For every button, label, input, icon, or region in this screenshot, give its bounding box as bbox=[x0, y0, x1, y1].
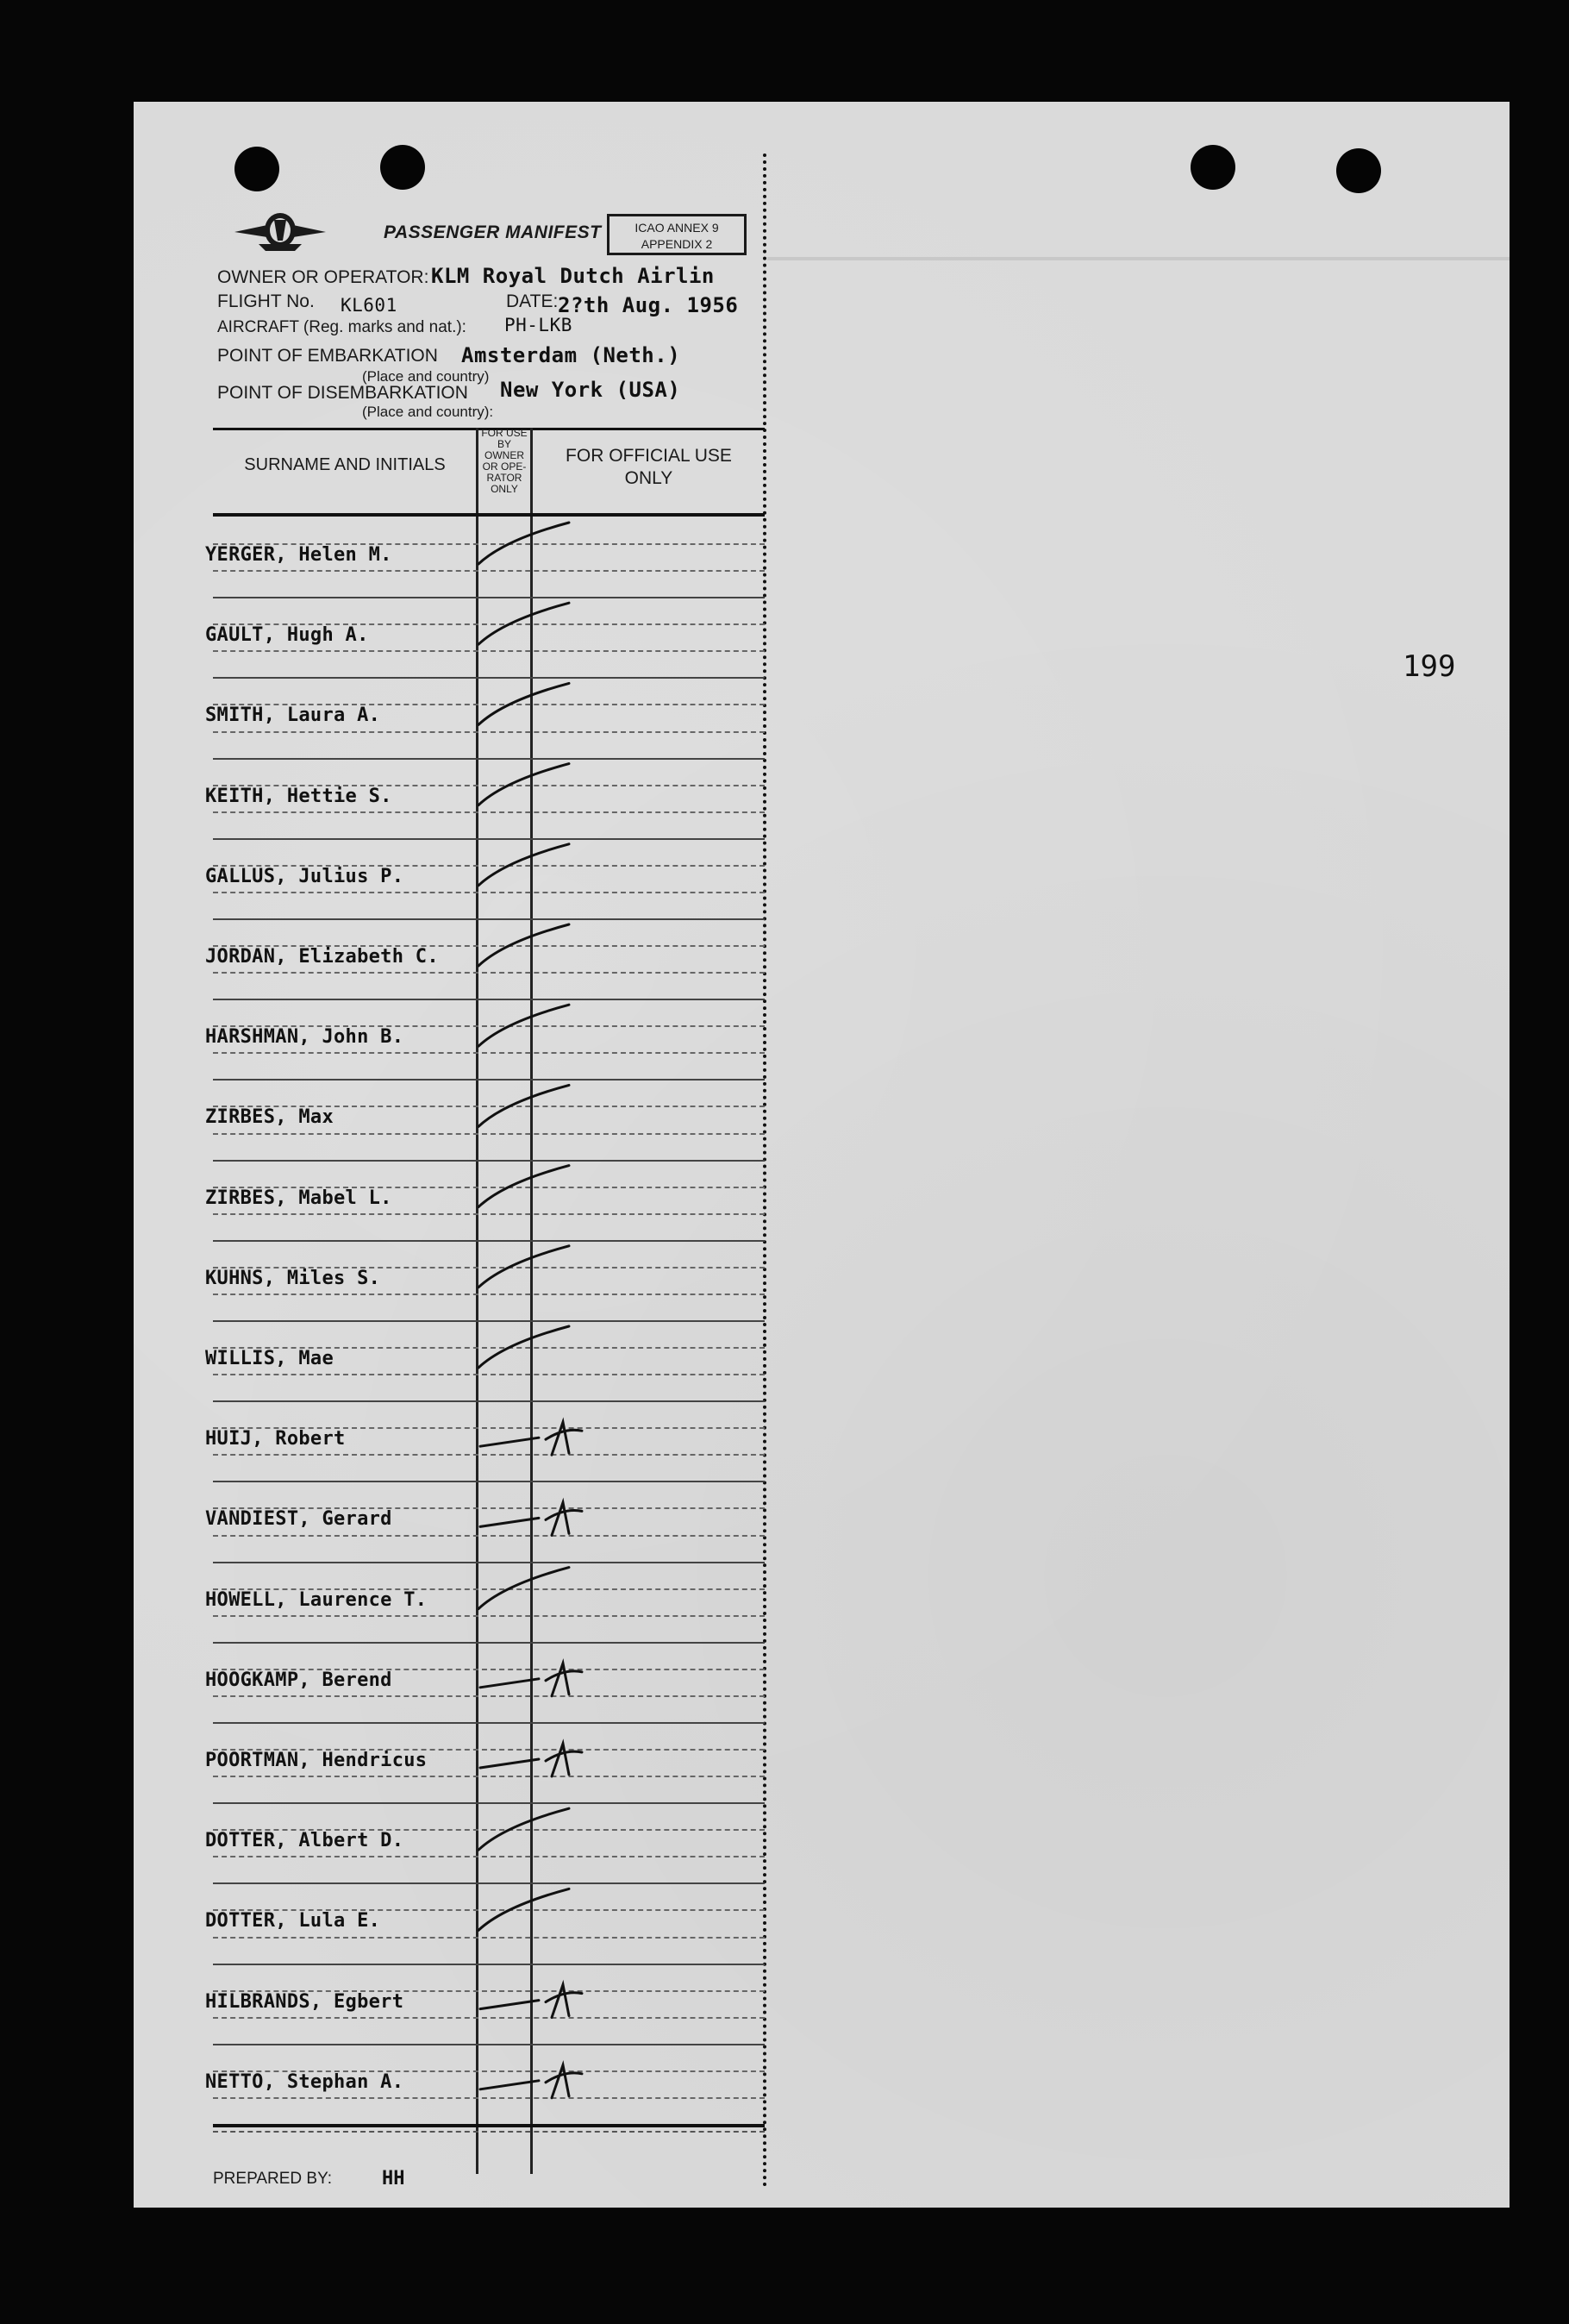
icao-annex-line: ICAO ANNEX 9 bbox=[634, 221, 719, 235]
passenger-name: NETTO, Stephan A. bbox=[205, 2071, 404, 2093]
passenger-name: VANDIEST, Gerard bbox=[205, 1508, 392, 1530]
check-mark bbox=[478, 1808, 569, 1850]
flight-value: KL601 bbox=[341, 295, 397, 316]
official-a-mark bbox=[480, 2065, 582, 2098]
passenger-name: ZIRBES, Max bbox=[205, 1106, 334, 1128]
col-header-surname: SURNAME AND INITIALS bbox=[244, 455, 446, 474]
passenger-name: HOOGKAMP, Berend bbox=[205, 1669, 392, 1691]
passenger-name: HILBRANDS, Egbert bbox=[205, 1991, 404, 2013]
official-a-mark bbox=[480, 1985, 582, 2018]
disembarkation-label: POINT OF DISEMBARKATION bbox=[217, 383, 468, 403]
prepared-by-label: PREPARED BY: bbox=[213, 2170, 332, 2188]
prepared-by-value: HH bbox=[382, 2168, 405, 2189]
check-mark bbox=[478, 844, 569, 886]
date-label: DATE: bbox=[506, 291, 559, 311]
check-mark bbox=[478, 683, 569, 724]
check-mark bbox=[478, 603, 569, 644]
manifest-title: PASSENGER MANIFEST bbox=[384, 222, 602, 242]
official-a-mark bbox=[480, 1744, 582, 1776]
passenger-name: POORTMAN, Hendricus bbox=[205, 1750, 428, 1771]
check-mark bbox=[478, 924, 569, 966]
aircraft-value: PH-LKB bbox=[504, 315, 572, 335]
check-mark bbox=[478, 1166, 569, 1207]
official-a-mark bbox=[480, 1422, 582, 1455]
check-mark bbox=[478, 523, 569, 564]
passenger-name: SMITH, Laura A. bbox=[205, 705, 381, 726]
passenger-name: DOTTER, Albert D. bbox=[205, 1830, 404, 1851]
check-mark bbox=[478, 1568, 569, 1609]
passenger-name: KUHNS, Miles S. bbox=[205, 1268, 381, 1289]
check-mark bbox=[478, 1005, 569, 1046]
owner-label: OWNER OR OPERATOR: bbox=[217, 267, 429, 287]
disembarkation-value: New York (USA) bbox=[500, 378, 681, 402]
check-mark bbox=[478, 1246, 569, 1287]
owner-value: KLM Royal Dutch Airlin bbox=[431, 264, 715, 288]
passenger-name: HARSHMAN, John B. bbox=[205, 1026, 404, 1048]
official-a-mark bbox=[480, 1502, 582, 1535]
passenger-name: WILLIS, Mae bbox=[205, 1348, 334, 1369]
passenger-name: ZIRBES, Mabel L. bbox=[205, 1187, 392, 1209]
disembarkation-place-hint: (Place and country): bbox=[362, 404, 494, 420]
embarkation-value: Amsterdam (Neth.) bbox=[461, 343, 681, 367]
passenger-name: JORDAN, Elizabeth C. bbox=[205, 946, 439, 968]
passenger-name: HOWELL, Laurence T. bbox=[205, 1589, 428, 1611]
passenger-name: YERGER, Helen M. bbox=[205, 544, 392, 566]
passenger-name: GAULT, Hugh A. bbox=[205, 624, 369, 646]
passenger-name: HUIJ, Robert bbox=[205, 1428, 346, 1450]
check-mark bbox=[478, 1889, 569, 1930]
aircraft-label: AIRCRAFT (Reg. marks and nat.): bbox=[217, 318, 466, 336]
handwritten-marks bbox=[134, 102, 1510, 2208]
flight-label: FLIGHT No. bbox=[217, 291, 315, 311]
table-bottom-dashed-rule bbox=[213, 2131, 765, 2133]
table-bottom-rule bbox=[213, 2124, 765, 2127]
official-a-mark bbox=[480, 1663, 582, 1696]
passenger-name: GALLUS, Julius P. bbox=[205, 866, 404, 887]
page-number: 199 bbox=[1403, 649, 1456, 684]
passenger-name: KEITH, Hettie S. bbox=[205, 786, 392, 807]
passenger-name: DOTTER, Lula E. bbox=[205, 1910, 381, 1932]
col-header-official-line1: FOR OFFICIAL USE bbox=[566, 446, 732, 466]
check-mark bbox=[478, 1326, 569, 1368]
manifest-sheet bbox=[134, 102, 1510, 2208]
embarkation-place-hint: (Place and country) bbox=[362, 368, 490, 385]
check-mark bbox=[478, 764, 569, 805]
col-header-official-line2: ONLY bbox=[624, 468, 673, 488]
icao-appendix-line: APPENDIX 2 bbox=[641, 237, 713, 251]
check-mark bbox=[478, 1085, 569, 1126]
col-header-owner-use: FOR USE BY OWNER OR OPE- RATOR ONLY bbox=[481, 427, 528, 495]
embarkation-label: POINT OF EMBARKATION bbox=[217, 346, 438, 366]
date-value: 2?th Aug. 1956 bbox=[558, 293, 739, 317]
